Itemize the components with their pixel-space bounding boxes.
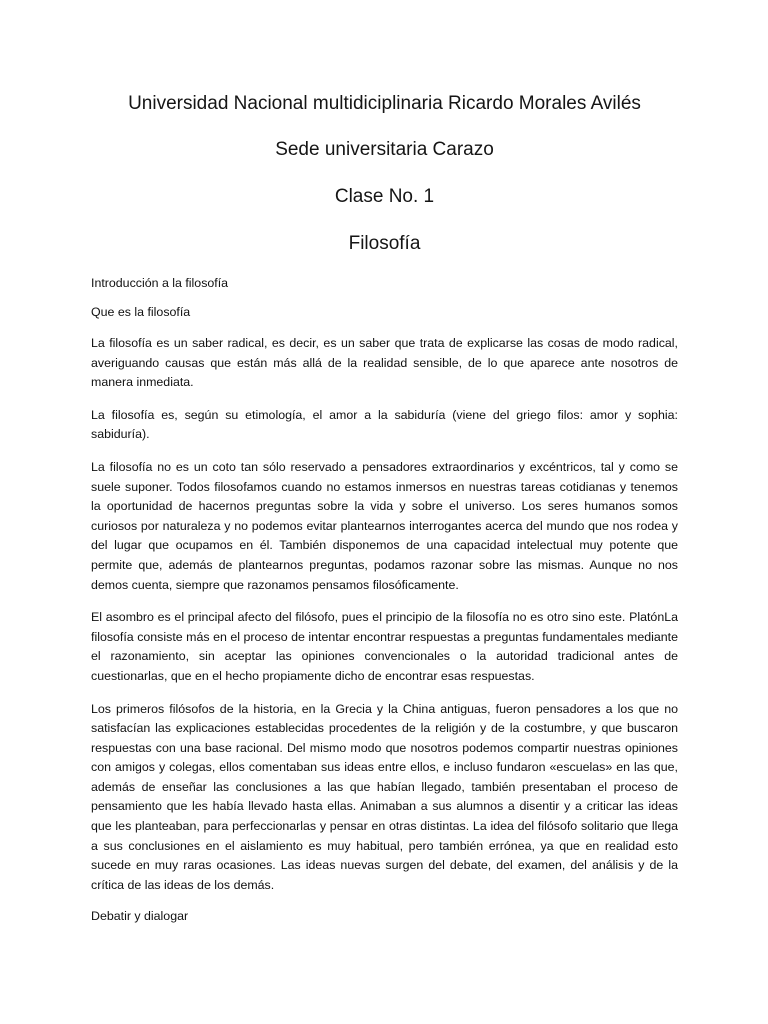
- paragraph-5: Los primeros filósofos de la historia, en la Grecia y la China antiguas, fueron pensadores a los que no satisfacían las explicaciones establecidas procedentes de la religión y de la costumbre, y que buscaron respuestas con una base racional. Del mismo modo que nosotros podemos compartir nuestras opiniones con amigos y colegas, ellos comentaban sus ideas entre ellos, e incluso fundaron «escuelas» en las que, además de enseñar las conclusiones a las que habían llegado, también presentaban el proceso de pensamiento que les había llevado hasta ellas. Animaban a sus alumnos a disentir y a criticar las ideas que les planteaban, para perfeccionarlas y pensar en otras distintas. La idea del filósofo solitario que llega a sus conclusiones en el aislamiento es muy habitual, pero también errónea, ya que en realidad esto sucede en muy raras ocasiones. Las ideas nuevas surgen del debate, del examen, del análisis y de la crítica de las ideas de los demás.: [91, 701, 678, 892]
- paragraph-1: La filosofía es un saber radical, es decir, es un saber que trata de explicarse las cosas de modo radical, averiguando causas que están más allá de la realidad sensible, de lo que aparece ante nosotros de manera inmediata.: [91, 336, 678, 390]
- paragraph-2: La filosofía es, según su etimología, el amor a la sabiduría (viene del griego filos: amor y sophia: sabiduría).: [91, 407, 678, 442]
- sub-heading: Que es la filosofía: [91, 305, 191, 319]
- paragraph-3: La filosofía no es un coto tan sólo reservado a pensadores extraordinarios y excéntricos, tal y como se suele suponer. Todos filosofamos cuando no estamos inmersos en nuestras tareas cotidianas y tenemos la oportunidad de hacernos preguntas sobre la vida y sobre el universo. Los seres humanos somos curiosos por naturaleza y no podemos evitar plantearnos interrogantes acerca del mundo que nos rodea y del lugar que ocupamos en él. También disponemos de una capacidad intelectual muy potente que permite que, además de plantearnos preguntas, podamos razonar sobre las mismas. Aunque no nos demos cuenta, siempre que razonamos pensamos filosóficamente.: [91, 459, 678, 592]
- subject-title: Filosofía: [348, 233, 421, 254]
- final-heading: Debatir y dialogar: [91, 909, 189, 924]
- campus-title: Sede universitaria Carazo: [275, 139, 494, 160]
- section-heading: Introducción a la filosofía: [91, 276, 229, 290]
- university-title: Universidad Nacional multidiciplinaria Ricardo Morales Avilés: [128, 93, 641, 114]
- class-title: Clase No. 1: [334, 186, 435, 207]
- paragraph-4: El asombro es el principal afecto del filósofo, pues el principio de la filosofía no es otro sino este. PlatónLa filosofía consiste más en el proceso de intentar encontrar respuestas a preguntas fundamentales mediante el razonamiento, sin aceptar las opiniones convencionales o la autoridad tradicional antes de cuestionarlas, que en el hecho propiamente dicho de encontrar esas respuestas.: [91, 610, 678, 683]
